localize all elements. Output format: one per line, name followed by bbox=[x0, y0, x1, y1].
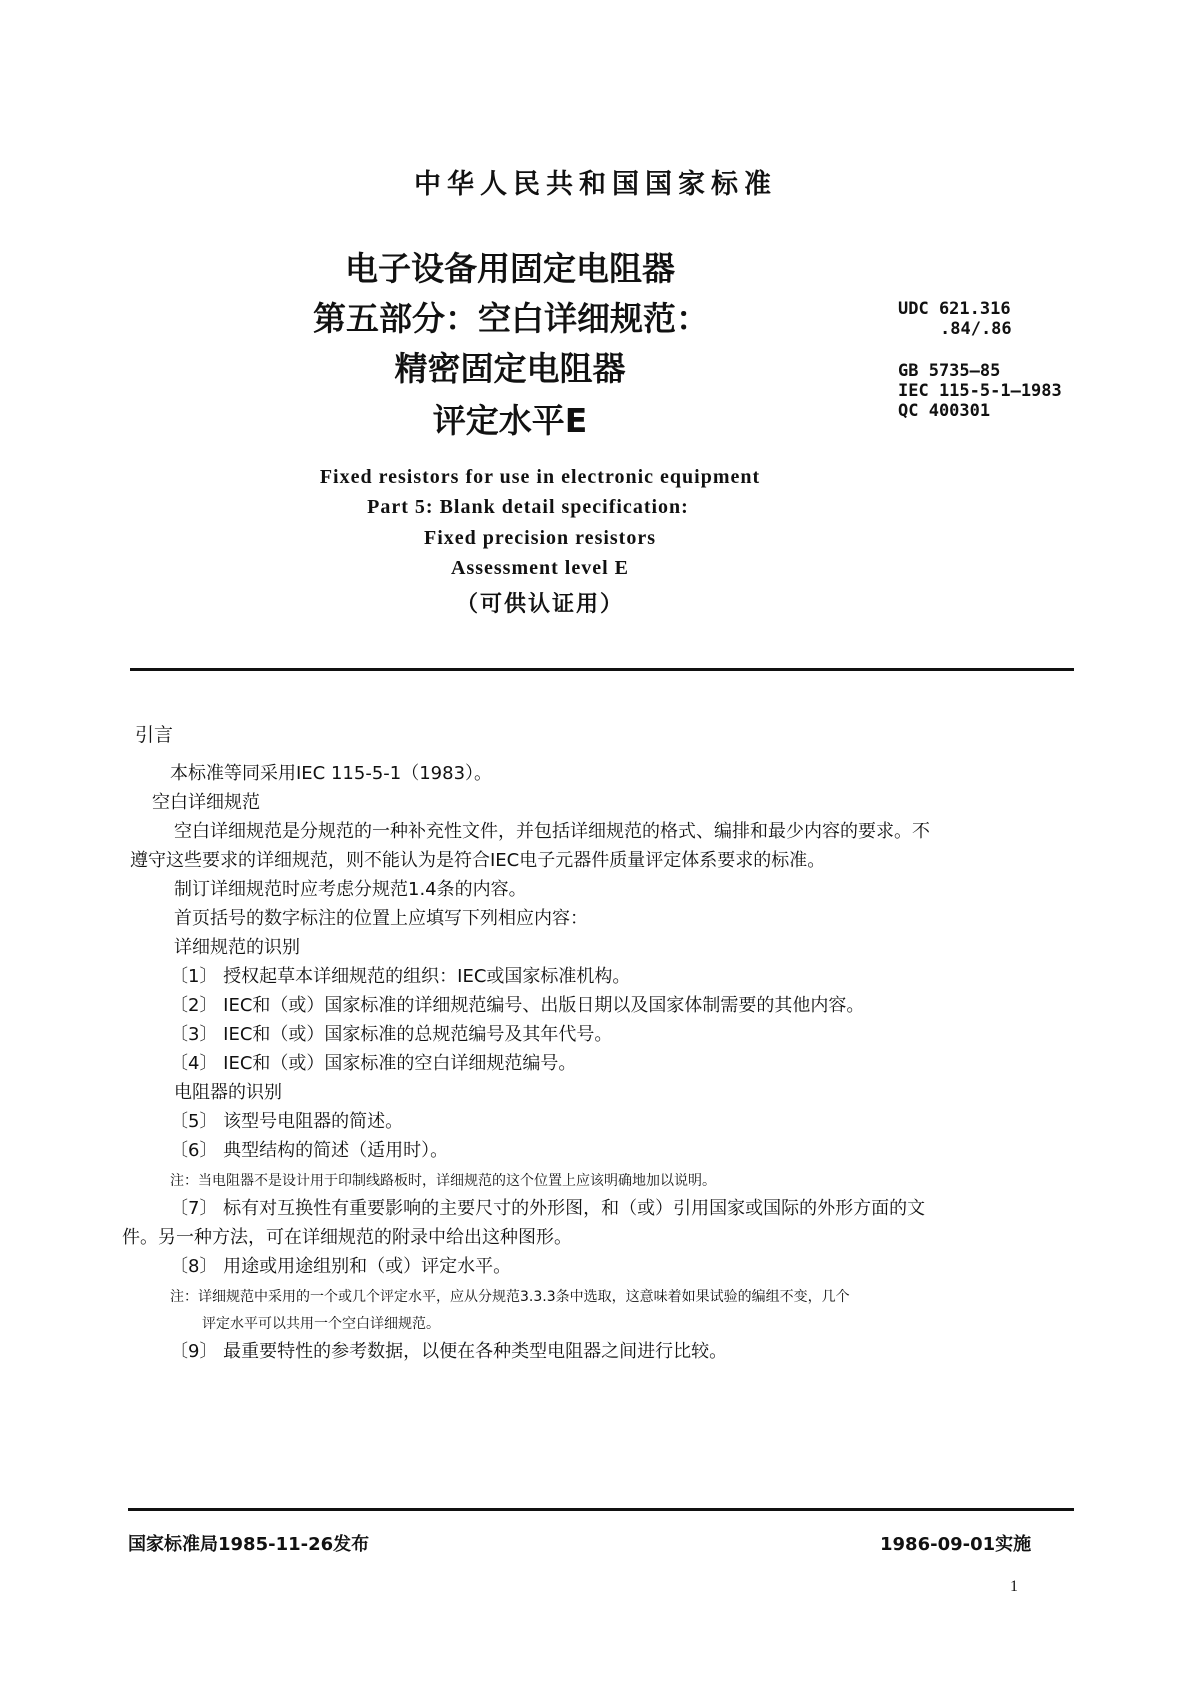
paragraph-2: 制订详细规范时应考虑分规范1.4条的内容。 bbox=[174, 879, 527, 900]
list-item-6: 〔6〕 典型结构的简述（适用时）。 bbox=[170, 1140, 449, 1161]
effective-date: 1986-09-01实施 bbox=[880, 1534, 1032, 1555]
paragraph-1b: 遵守这些要求的详细规范，则不能认为是符合IEC电子元器件质量评定体系要求的标准。 bbox=[130, 850, 826, 871]
qc-code: QC 400301 bbox=[898, 401, 991, 421]
list-item-7a: 〔7〕 标有对互换性有重要影响的主要尺寸的外形图，和（或）引用国家或国际的外形方面的文 bbox=[170, 1198, 926, 1219]
title-cn-line3: 精密固定电阻器 bbox=[394, 349, 626, 388]
paragraph-3: 首页括号的数字标注的位置上应填写下列相应内容： bbox=[174, 908, 588, 929]
title-cn-line2: 第五部分：空白详细规范： bbox=[313, 299, 709, 338]
list-item-5: 〔5〕 该型号电阻器的简述。 bbox=[170, 1111, 404, 1132]
certification-note: （可供认证用） bbox=[455, 592, 624, 617]
title-en-line2: Part 5: Blank detail specification: bbox=[367, 496, 689, 518]
udc-code-line1: UDC 621.316 bbox=[898, 299, 1011, 319]
page-number: 1 bbox=[1010, 1578, 1018, 1595]
iec-code: IEC 115-5-1—1983 bbox=[898, 381, 1062, 401]
resistor-identification-heading: 电阻器的识别 bbox=[174, 1082, 282, 1103]
intro-heading: 引言 bbox=[135, 724, 174, 746]
adopt-paragraph: 本标准等同采用IEC 115-5-1（1983）。 bbox=[170, 763, 493, 784]
list-item-4: 〔4〕 IEC和（或）国家标准的空白详细规范编号。 bbox=[170, 1053, 577, 1074]
note-1: 注：当电阻器不是设计用于印制线路板时，详细规范的这个位置上应该明确地加以说明。 bbox=[170, 1173, 716, 1189]
issue-date: 国家标准局1985-11-26发布 bbox=[128, 1534, 370, 1555]
list-item-8: 〔8〕 用途或用途组别和（或）评定水平。 bbox=[170, 1256, 512, 1277]
list-item-2: 〔2〕 IEC和（或）国家标准的详细规范编号、出版日期以及国家体制需要的其他内容。 bbox=[170, 995, 865, 1016]
title-en-line4: Assessment level E bbox=[451, 557, 629, 579]
list-item-7b: 件。另一种方法，可在详细规范的附录中给出这种图形。 bbox=[122, 1227, 572, 1248]
list-item-3: 〔3〕 IEC和（或）国家标准的总规范编号及其年代号。 bbox=[170, 1024, 613, 1045]
udc-code-line2: .84/.86 bbox=[940, 319, 1012, 339]
list-item-9: 〔9〕 最重要特性的参考数据，以便在各种类型电阻器之间进行比较。 bbox=[170, 1341, 728, 1362]
title-cn-line4: 评定水平E bbox=[432, 401, 588, 440]
list-item-1: 〔1〕 授权起草本详细规范的组织：IEC或国家标准机构。 bbox=[170, 966, 631, 987]
identification-heading: 详细规范的识别 bbox=[174, 937, 300, 958]
gb-code: GB 5735—85 bbox=[898, 361, 1001, 381]
blank-spec-heading: 空白详细规范 bbox=[152, 792, 260, 813]
title-en-line3: Fixed precision resistors bbox=[423, 527, 657, 549]
bottom-divider bbox=[128, 1508, 1074, 1511]
paragraph-1a: 空白详细规范是分规范的一种补充性文件，并包括详细规范的格式、编排和最少内容的要求。不 bbox=[174, 821, 930, 842]
title-cn-line1: 电子设备用固定电阻器 bbox=[345, 249, 675, 288]
national-standard-heading: 中华人民共和国国家标准 bbox=[414, 169, 777, 200]
note-2b: 评定水平可以共用一个空白详细规范。 bbox=[202, 1316, 440, 1332]
top-divider bbox=[130, 668, 1074, 671]
title-en-line1: Fixed resistors for use in electronic equipment bbox=[319, 466, 761, 488]
note-2a: 注：详细规范中采用的一个或几个评定水平，应从分规范3.3.3条中选取，这意味着如果试验的编组不变，几个 bbox=[170, 1289, 850, 1305]
